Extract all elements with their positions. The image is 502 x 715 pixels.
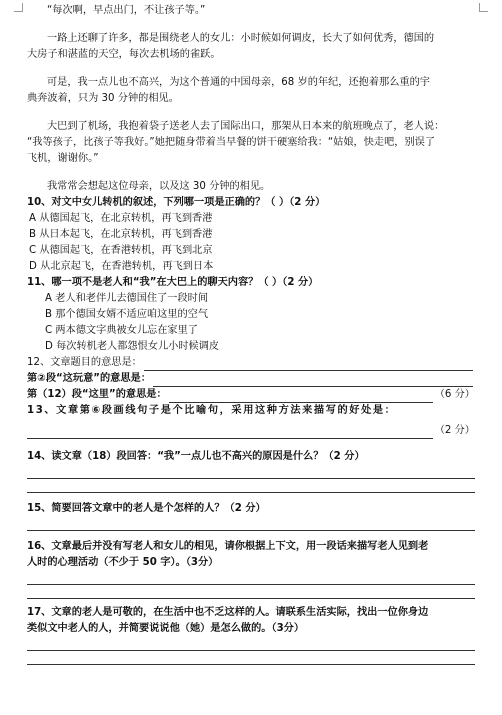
question-17 <box>27 605 475 665</box>
passage-line: 典奔波着，只为 30 分钟的相见。 <box>27 93 179 104</box>
passage-line: “每次啊，早点出门，不让孩子等。” <box>47 5 206 16</box>
answer-option: C 两本德文字典被女儿忘在家里了 <box>45 325 198 336</box>
answer-blank[interactable] <box>27 427 433 439</box>
answer-blank[interactable] <box>144 359 473 371</box>
answer-lines[interactable] <box>27 650 475 665</box>
score-label: （2 分） <box>434 425 475 436</box>
answer-lines[interactable] <box>27 478 475 493</box>
question-stem: 12、文章题目的意思是： <box>27 357 142 368</box>
question-stem: 14、读文章（18）段回答：“我”一点儿也不高兴的原因是什么？（2 分） <box>27 451 365 462</box>
question-stem: 第②段“这玩意”的意思是： <box>27 373 151 384</box>
answer-option: A 从德国起飞，在北京转机，再飞到香港 <box>29 213 213 224</box>
reading-passage <box>27 3 475 195</box>
answer-option: B 从日本起飞，在北京转机，再飞到香港 <box>29 229 213 240</box>
question-13 <box>27 403 475 439</box>
passage-line: 大巴到了机场，我抱着袋子送老人去了国际出口，那架从日本来的航班晚点了，老人说： <box>47 121 445 132</box>
passage-line: 大房子和湛蓝的天空，每次去机场的雀跃。 <box>27 49 221 60</box>
score-label: （6 分） <box>434 389 475 400</box>
answer-option: C 从德国起飞，在香港转机，再飞到北京 <box>29 245 213 256</box>
question-11 <box>27 275 475 355</box>
answer-blank[interactable] <box>169 391 433 403</box>
passage-line: 我常常会想起这位母亲，以及这 30 分钟的相见。 <box>47 181 271 192</box>
question-stem: 13、文章第⑥段画线句子是个比喻句，采用这种方法来描写的好处是： <box>27 405 397 416</box>
answer-blank[interactable] <box>153 375 473 387</box>
answer-option: B 那个德国女婿不适应咱这里的空气 <box>45 309 209 320</box>
passage-line: 飞机，谢谢你。” <box>27 153 99 164</box>
question-stem: 人时的心理活动（不少于 50 字）。（3分） <box>27 557 219 568</box>
question-stem: 17、文章的老人是可敬的，在生活中也不乏这样的人。请联系生活实际，找出一位你身边 <box>27 607 429 618</box>
question-stem: 16、文章最后并没有写老人和女儿的相见，请你根据上下文，用一段话来描写老人见到老 <box>27 541 429 552</box>
question-stem: 11、哪一项不是老人和“我”在大巴上的聊天内容？（ ）（2 分） <box>27 277 319 288</box>
fill-line <box>27 355 475 371</box>
answer-option: D 每次转机老人都怨恨女儿小时候调皮 <box>45 341 220 352</box>
question-16 <box>27 539 475 599</box>
page-corner-mark-left <box>14 3 23 12</box>
question-stem: 15、简要回答文章中的老人是个怎样的人？（2 分） <box>27 503 266 514</box>
question-10 <box>27 195 475 275</box>
passage-line: 可是，我一点儿也不高兴，为这个普通的中国母亲，68 岁的年纪，还抱着那么重的宇 <box>47 77 430 88</box>
question-15 <box>27 501 475 531</box>
page-corner-mark-right <box>479 3 488 12</box>
exam-page <box>27 3 475 671</box>
fill-line <box>27 371 475 387</box>
answer-lines[interactable] <box>27 530 475 531</box>
passage-line: 一路上还聊了许多，都是围绕老人的女儿：小时候如何调皮，长大了如何优秀，德国的 <box>47 33 435 44</box>
question-stem: 10、对文中女儿转机的叙述，下列哪一项是正确的？（ ）（2 分） <box>27 197 326 208</box>
question-12 <box>27 355 475 403</box>
answer-option: A 老人和老伴儿去德国住了一段时间 <box>45 293 209 304</box>
passage-line: “我等孩子，比孩子等我好。”她把随身带着当早餐的饼干硬塞给我：“姑娘，快走吧，别误了 <box>27 137 436 148</box>
fill-line <box>27 387 475 403</box>
answer-lines[interactable] <box>27 584 475 599</box>
question-stem: 类似文中老人的人，并简要说说他（她）是怎么做的。（3分） <box>27 623 305 634</box>
question-14 <box>27 449 475 493</box>
answer-option: D 从北京起飞，在香港转机，再飞到日本 <box>29 261 214 272</box>
question-stem: 第（12）段“这里”的意思是： <box>27 389 167 400</box>
fill-line <box>27 423 475 439</box>
